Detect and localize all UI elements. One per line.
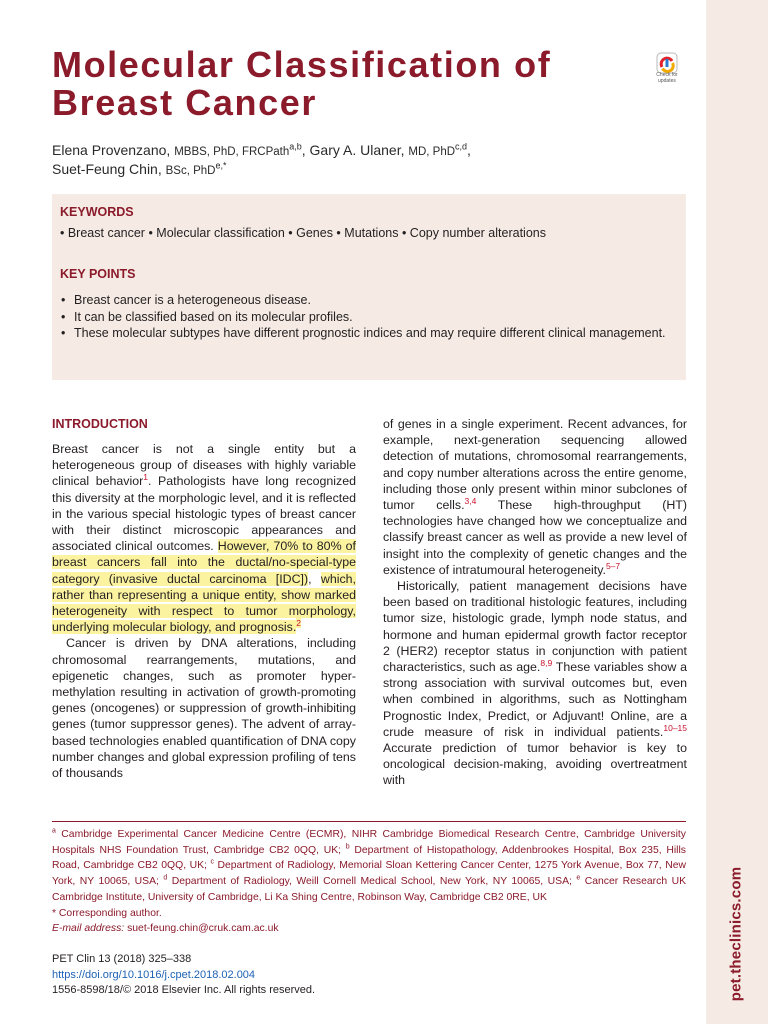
check-updates-icon — [650, 52, 684, 74]
check-for-updates-badge[interactable] — [650, 52, 684, 92]
citation-ref[interactable]: 10–15 — [663, 722, 687, 733]
doi-link[interactable]: https://doi.org/10.1016/j.cpet.2018.02.004 — [52, 968, 256, 981]
highlighted-text: which, rather than representing a unique entity, show marked heterogeneity with respect to tumor morphology, underlying molecular biology, and prognosis. — [52, 571, 356, 635]
paragraph-text: Accurate prediction of tumor behavior is key to oncological decision-making, avoiding overtreatment with — [383, 741, 687, 788]
author-affiliation-marker[interactable]: a,b — [289, 141, 302, 152]
affiliation-e: Cancer Research UK Cambridge Institute, University of Cambridge, Li Ka Shing Centre, Robinson Way, Cambridge CB2 0RE, UK — [52, 876, 687, 903]
citation-ref[interactable]: 8,9 — [540, 657, 553, 668]
keywords-heading: KEYWORDS — [60, 205, 134, 219]
affiliations-footnote — [52, 821, 686, 937]
highlighted-text: However, 70% to 80% of breast cancers fall into the ductal/no-special-type category (invasive ductal carcinoma [IDC]) — [52, 539, 356, 586]
intro-paragraph-2-start — [52, 635, 356, 781]
intro-paragraph-3 — [383, 578, 687, 789]
author-degrees: MBBS, PhD, FRCPath — [174, 146, 290, 158]
publication-info — [52, 952, 552, 999]
paragraph-text: These variables show a strong association with survival outcomes but, even when combined in algorithms, such as Nottingham Prognostic Index, Predict, or Adjuvant! Online, are a crude measure of risk in individual patients. — [383, 660, 687, 739]
author-list — [52, 142, 672, 180]
author-affiliation-marker[interactable]: c,d — [455, 141, 468, 152]
email-address[interactable]: suet-feung.chin@cruk.cam.ac.uk — [124, 923, 279, 935]
corresponding-author: * Corresponding author. — [52, 907, 162, 919]
key-points-heading: KEY POINTS — [60, 267, 136, 281]
key-point-item: • Breast cancer is a heterogeneous disease. — [60, 292, 668, 309]
affiliation-marker: c — [210, 858, 214, 866]
author-name: Gary A. Ulaner, — [309, 142, 405, 158]
journal-url-vertical[interactable] — [721, 866, 751, 1002]
paragraph-text: Breast cancer is not a single entity but a heterogeneous group of diseases with highly variable clinical behavior — [52, 442, 356, 489]
paragraph-text: Cancer is driven by DNA alterations, including chromosomal rearrangements, mutations, and epigenetic changes, such as promoter hypermethylation resulting in activation of growth-promoting genes (oncogenes) or suppression of growth-inhibiting genes (tumor suppressor genes). The advent of array-based technologies enabled quantification of DNA copy number changes and global expression profiling of tens of thousands — [52, 636, 356, 781]
journal-citation: PET Clin 13 (2018) 325–338 — [52, 953, 192, 965]
paragraph-text: Historically, patient management decisions have been based on traditional histologic features, including tumor size, histologic grade, lymph node status, and hormone and human epidermal growth factor receptor 2 (HER2) receptor status in conjunction with patient characteristics, such as age. — [383, 579, 687, 675]
key-points-list — [60, 292, 668, 342]
affiliation-b: Department of Histopathology, Addenbrookes Hospital, Box 235, Hills Road, Cambridge CB2 0QQ, UK; — [52, 844, 686, 872]
affiliation-c: Department of Radiology, Memorial Sloan Kettering Cancer Center, 1275 York Avenue, Box 77, New York, NY 10065, USA; — [52, 860, 686, 888]
citation-ref[interactable]: 5–7 — [605, 560, 621, 571]
affiliation-d: Department of Radiology, Weill Cornell Medical School, New York, NY 10065, USA; — [167, 876, 577, 888]
citation-ref[interactable]: 3,4 — [464, 495, 477, 506]
paragraph-text: . Pathologists have long recognized this diversity at the morphologic level, and it is reflected in the various special histologic types of breast cancer with their distinct microscopic appearances and associated clinical outcomes. — [52, 474, 357, 554]
citation-ref[interactable]: 2 — [296, 618, 302, 629]
email-line — [52, 921, 686, 937]
citation-ref[interactable]: 1 — [143, 472, 148, 483]
author-separator: , — [301, 142, 306, 158]
intro-paragraph-1 — [52, 441, 356, 635]
copyright-line: 1556-8598/18/© 2018 Elsevier Inc. All rights reserved. — [52, 984, 316, 997]
author-affiliation-marker[interactable]: e,* — [215, 160, 227, 171]
email-label: E-mail address: — [52, 923, 125, 935]
introduction-heading: INTRODUCTION — [52, 417, 148, 431]
key-point-item: • These molecular subtypes have different prognostic indices and may require different clinical management. — [60, 325, 668, 342]
paragraph-text: These high-throughput (HT) technologies have changed how we conceptualize and classify breast cancer as well as provide a new level of insight into the complexity of genetic changes and the existence of intratumoural heterogeneity. — [383, 498, 687, 577]
check-updates-label: Check for updates — [656, 72, 678, 84]
author-separator: , — [467, 142, 471, 158]
author-name: Suet-Feung Chin, — [52, 161, 162, 177]
affiliation-marker: e — [576, 874, 581, 882]
author-degrees: MD, PhD — [408, 146, 456, 158]
author-name: Elena Provenzano, — [52, 142, 171, 158]
author-degrees: BSc, PhD — [165, 165, 216, 177]
affiliation-marker: d — [163, 874, 168, 882]
affiliation-marker: b — [345, 843, 350, 851]
affiliation-a: Cambridge Experimental Cancer Medicine Centre (ECMR), NIHR Cambridge Biomedical Research Centre, Cambridge University Hospitals NHS Foundation Trust, Cambridge CB2 0QQ, UK; — [52, 829, 686, 856]
text-column-left — [52, 416, 356, 781]
paragraph-text: , — [308, 571, 321, 586]
keywords-keypoints-box — [52, 194, 686, 380]
keywords-list: • Breast cancer • Molecular classification • Genes • Mutations • Copy number alterations — [60, 226, 546, 240]
article-title: Molecular Classification of Breast Cancer — [52, 44, 552, 123]
text-column-right — [383, 416, 687, 789]
journal-url-text[interactable]: pet.theclinics.com — [727, 866, 745, 1002]
key-point-item: • It can be classified based on its molecular profiles. — [60, 309, 668, 326]
intro-paragraph-2-continued — [383, 416, 687, 578]
paragraph-text: of genes in a single experiment. Recent advances, for example, next-generation sequencing allowed detection of mutations, chromosomal rearrangements, and copy number alterations across the entire genome, including those only present within minor subclones of tumor cells. — [383, 417, 687, 513]
affiliation-marker: a — [52, 827, 56, 835]
affiliation-text — [52, 827, 686, 906]
